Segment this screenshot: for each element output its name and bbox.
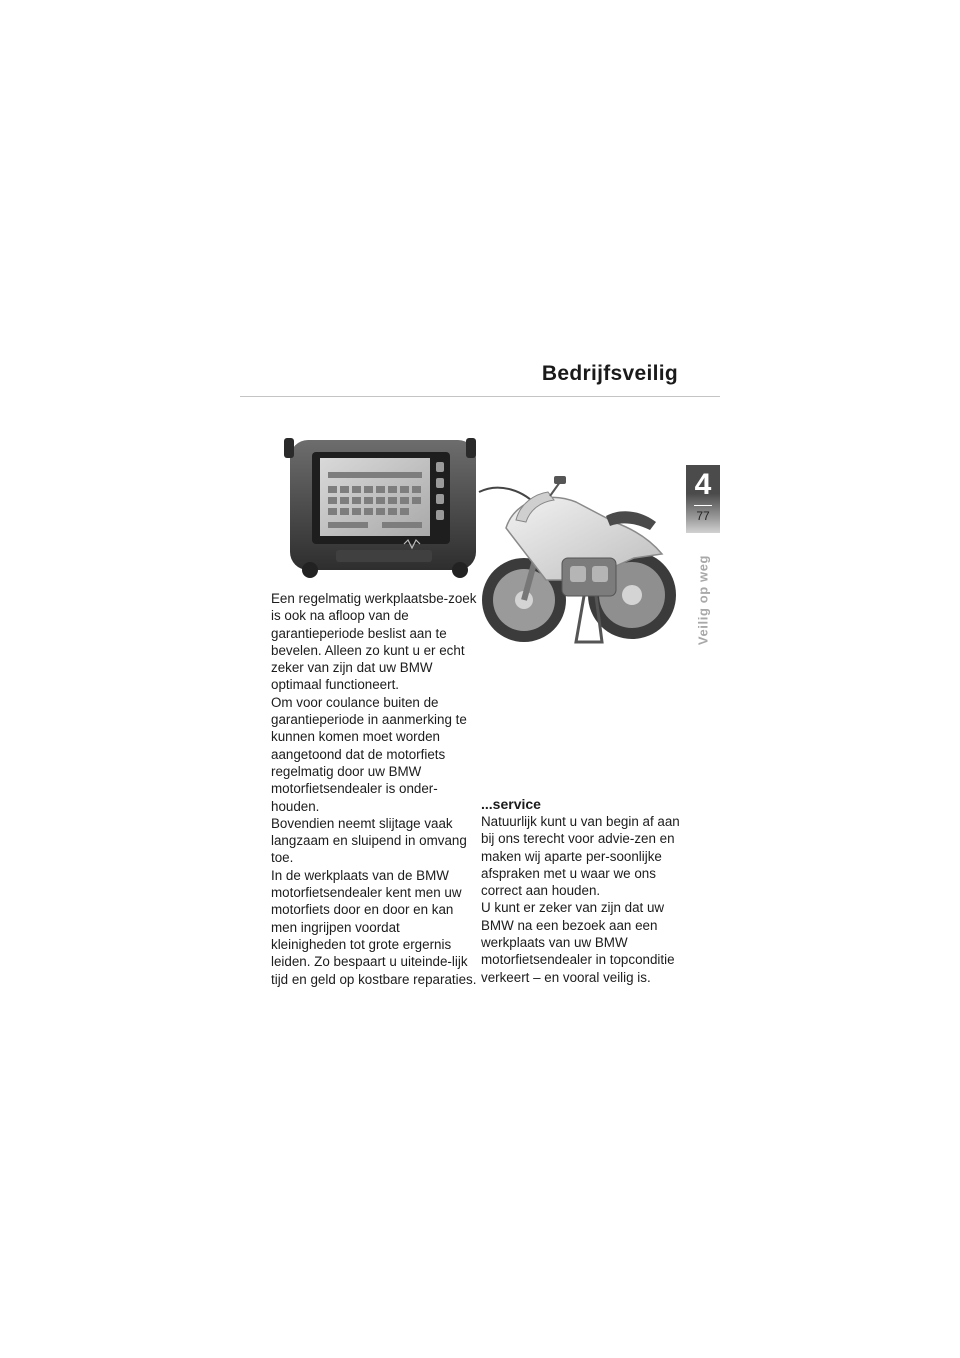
section-label: Veilig op weg: [695, 554, 711, 646]
chapter-tab-divider: [694, 505, 712, 506]
right-text-column: [481, 795, 691, 986]
left-text-column: [271, 590, 477, 988]
paragraph: Om voor coulance buiten de garantieperiode in aanmerking te kunnen komen moet worden aangetoond dat de motorfiets regelmatig door uw BMW motorfietsendealer is onder-houden.: [271, 694, 467, 814]
title-divider: [240, 396, 720, 397]
paragraph: Bovendien neemt slijtage vaak langzaam en sluipend in omvang toe.: [271, 815, 467, 866]
chapter-number: 4: [694, 468, 712, 501]
page-title: Bedrijfsveilig: [541, 362, 678, 385]
paragraph: U kunt er zeker van zijn dat uw BMW na een bezoek aan een werkplaats van uw BMW motorfietsendealer in topconditie verkeert – en vooral veilig is.: [481, 900, 675, 985]
paragraph: In de werkplaats van de BMW motorfietsendealer kent men uw motorfiets door en door en kan men ingrijpen voordat kleinigheden tot grote ergernis leiden. Zo bespaart u uiteinde-lijk tijd en geld op kostbare reparaties.: [271, 867, 477, 987]
section-heading: ...service: [481, 796, 541, 812]
paragraph: Natuurlijk kunt u van begin af aan bij ons terecht voor advie-zen en maken wij aparte per-soonlijke afspraken met u waar we ons correct aan houden.: [481, 814, 680, 899]
paragraph: Een regelmatig werkplaatsbe-zoek is ook na afloop van de garantieperiode beslist aan te bevelen. Alleen zo kunt u er echt zeker van zijn dat uw BMW optimaal functioneert.: [271, 591, 477, 693]
page-number: 77: [696, 509, 710, 523]
